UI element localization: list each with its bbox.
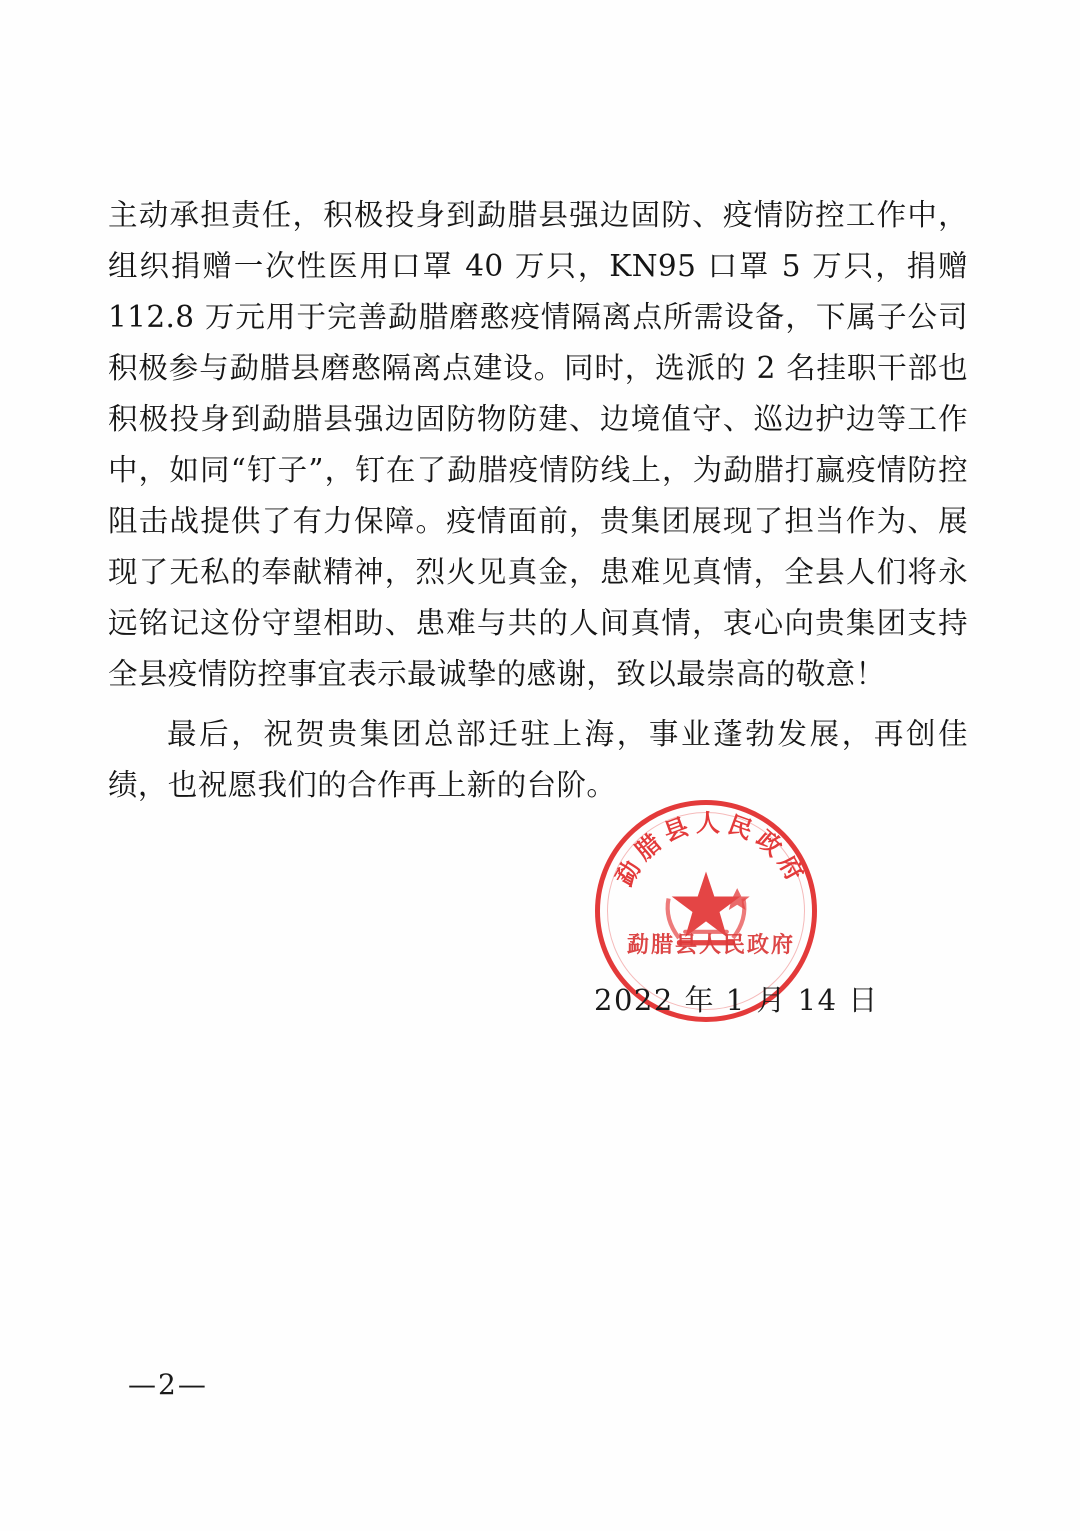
- paragraph-1: 主动承担责任，积极投身到勐腊县强边固防、疫情防控工作中，组织捐赠一次性医用口罩 40 万只，KN95 口罩 5 万只，捐赠 112.8 万元用于完善勐腊磨憨疫情隔离点所需设备，下属子公司积极参与勐腊县磨憨隔离点建设。同时，选派的 2 名挂职干部也积极投身到勐腊县强边固防物防建、边境值守、巡边护边等工作中，如同“钉子”，钉在了勐腊疫情防线上，为勐腊打赢疫情防控阻击战提供了有力保障。疫情面前，贵集团展现了担当作为、展现了无私的奉献精神，烈火见真金，患难见真情，全县人们将永远铭记这份守望相助、患难与共的人间真情，衷心向贵集团支持全县疫情防控事宜表示最诚挚的感谢，致以最崇高的敬意！: [108, 198, 968, 691]
- document-date: 2022 年 1 月 14 日: [594, 983, 879, 1017]
- svg-text:勐腊县人民政府: 勐腊县人民政府: [609, 808, 813, 891]
- seal-center-text: 勐腊县人民政府: [626, 932, 795, 958]
- page-number: —2—: [128, 1368, 208, 1401]
- signature-block: [560, 800, 980, 1060]
- document-body: [108, 190, 968, 811]
- paragraph-2: 最后，祝贺贵集团总部迁驻上海，事业蓬勃发展，再创佳绩，也祝愿我们的合作再上新的台阶。: [108, 717, 968, 802]
